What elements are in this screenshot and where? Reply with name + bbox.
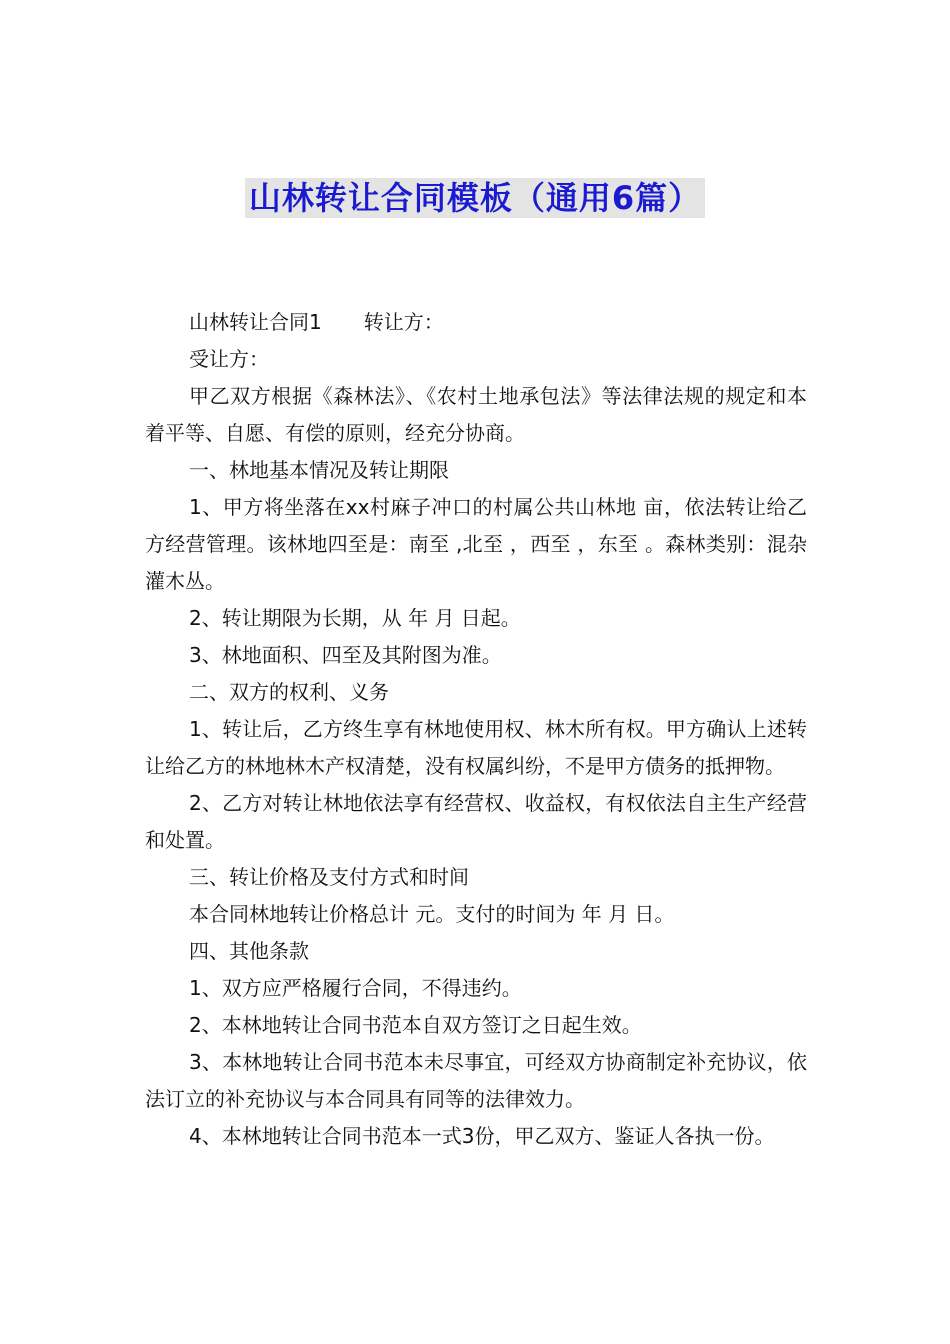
contract-number-label: 山林转让合同1 bbox=[189, 310, 322, 334]
paragraph: 受让方： bbox=[189, 347, 269, 371]
paragraph: 2、本林地转让合同书范本自双方签订之日起生效。 bbox=[189, 1013, 642, 1037]
title-container bbox=[0, 178, 950, 218]
paragraph: 3、本林地转让合同书范本未尽事宜，可经双方协商制定补充协议，依法订立的补充协议与本合同具有同等的法律效力。 bbox=[145, 1050, 807, 1111]
paragraph: 1、双方应严格履行合同，不得违约。 bbox=[189, 976, 522, 1000]
transferor-label: 转让方： bbox=[363, 310, 444, 334]
section-heading: 四、其他条款 bbox=[189, 939, 309, 963]
document-title: 山林转让合同模板（通用6篇） bbox=[245, 178, 705, 218]
paragraph: 3、林地面积、四至及其附图为准。 bbox=[189, 643, 502, 667]
section-heading: 二、双方的权利、义务 bbox=[189, 680, 389, 704]
document-body bbox=[145, 304, 807, 1155]
paragraph: 1、甲方将坐落在xx村麻子冲口的村属公共山林地 亩，依法转让给乙方经营管理。该林地四至是：南至 ,北至 ，西至 ，东至 。森林类别：混杂灌木丛。 bbox=[145, 495, 807, 593]
paragraph: 2、转让期限为长期，从 年 月 日起。 bbox=[189, 606, 521, 630]
paragraph: 甲乙双方根据《森林法》、《农村土地承包法》等法律法规的规定和本着平等、自愿、有偿的原则，经充分协商。 bbox=[145, 384, 807, 445]
paragraph: 2、乙方对转让林地依法享有经营权、收益权，有权依法自主生产经营和处置。 bbox=[145, 791, 807, 852]
header-line bbox=[145, 304, 807, 341]
section-heading: 一、林地基本情况及转让期限 bbox=[189, 458, 449, 482]
paragraph: 4、本林地转让合同书范本一式3份，甲乙双方、鉴证人各执一份。 bbox=[189, 1124, 775, 1148]
paragraph: 本合同林地转让价格总计 元。支付的时间为 年 月 日。 bbox=[189, 902, 675, 926]
paragraph: 1、转让后，乙方终生享有林地使用权、林木所有权。甲方确认上述转让给乙方的林地林木产权清楚，没有权属纠纷，不是甲方债务的抵押物。 bbox=[145, 717, 807, 778]
section-heading: 三、转让价格及支付方式和时间 bbox=[189, 865, 469, 889]
